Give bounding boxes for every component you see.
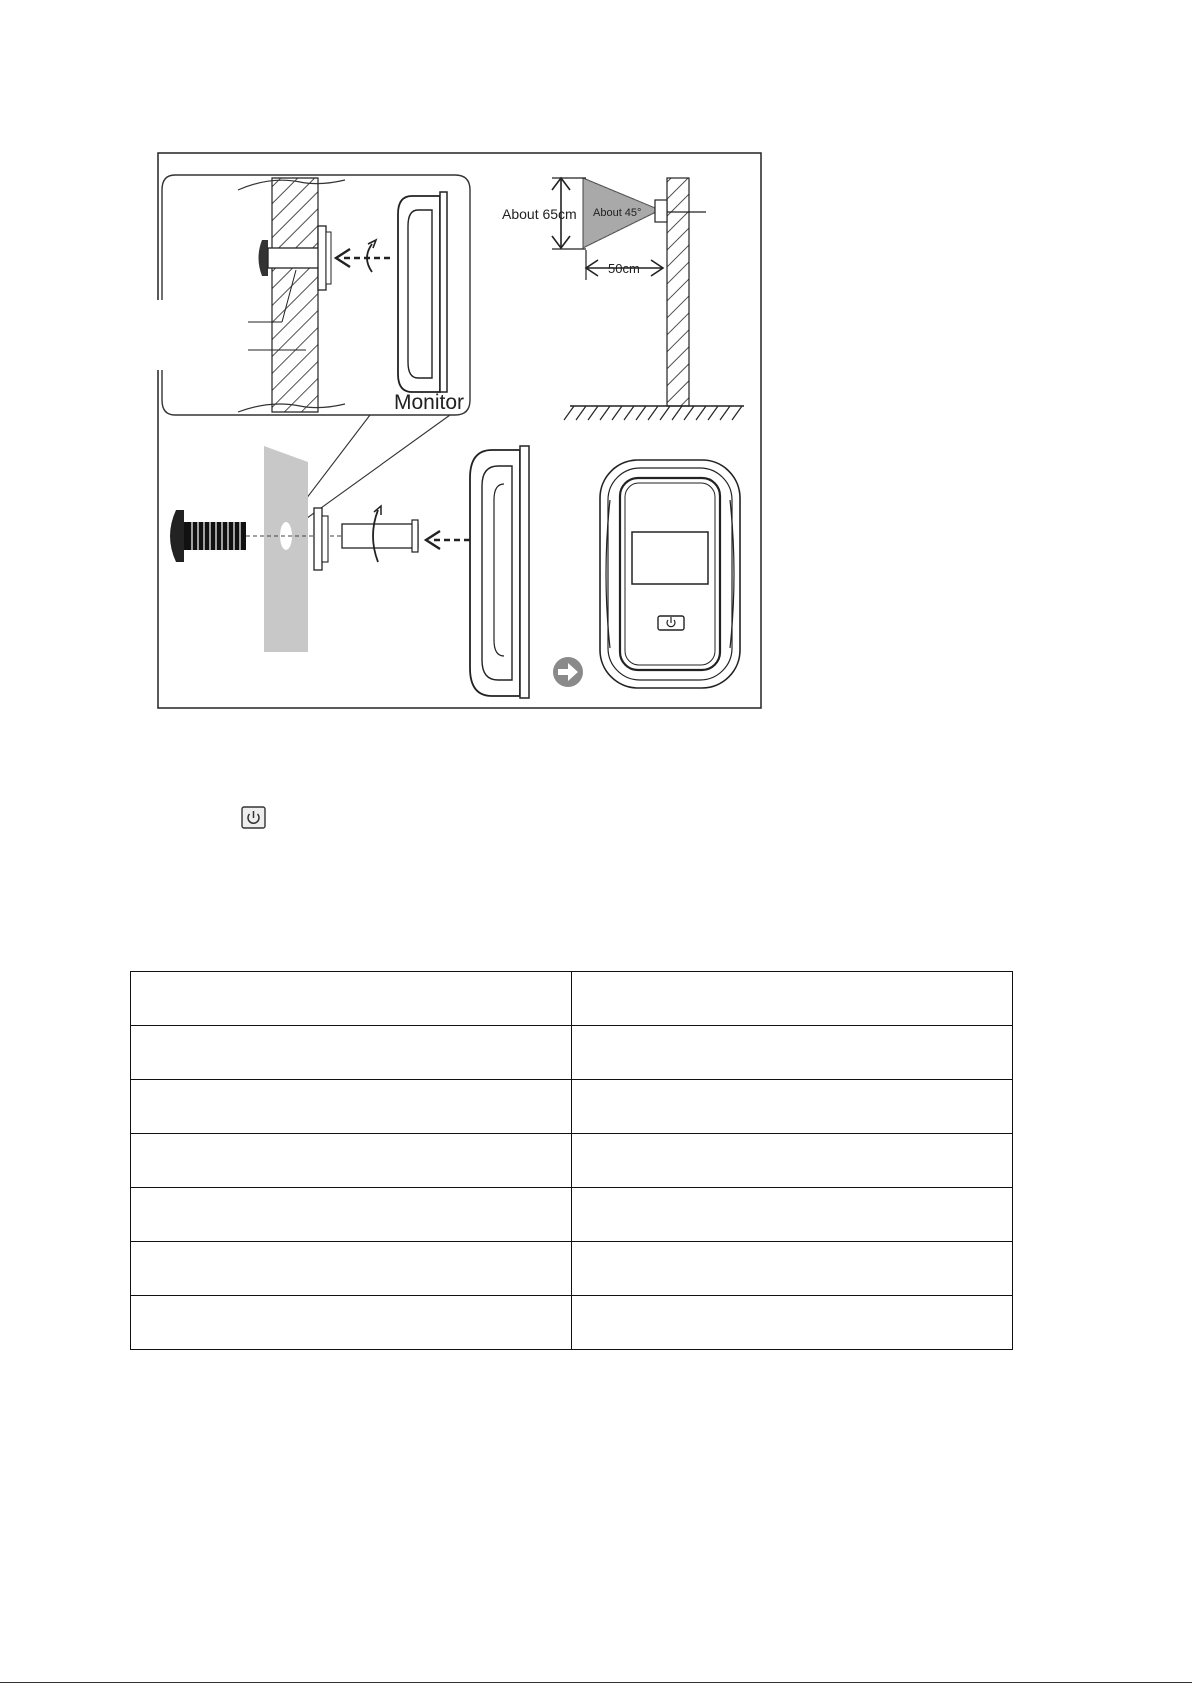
arrow-right-icon	[553, 657, 583, 687]
table-cell	[131, 1296, 572, 1350]
table-row	[131, 1026, 1013, 1080]
angle-label: About 45°	[593, 207, 642, 219]
table-row	[131, 1296, 1013, 1350]
monitor-side-bottom	[470, 446, 529, 698]
monitor-label: Monitor	[394, 391, 465, 414]
table-cell	[572, 1242, 1013, 1296]
table-row	[131, 1080, 1013, 1134]
zoom-callout	[150, 175, 470, 415]
table-cell	[572, 1134, 1013, 1188]
height-label: About 65cm	[502, 206, 577, 222]
table-cell	[131, 1242, 572, 1296]
door-panel	[264, 446, 308, 652]
table-cell	[131, 972, 572, 1026]
monitor-side-top	[398, 192, 447, 392]
table-row	[131, 972, 1013, 1026]
monitor-screen	[632, 532, 708, 584]
installation-figure	[0, 0, 1192, 720]
table-cell	[131, 1188, 572, 1242]
table-cell	[131, 1080, 572, 1134]
table-cell	[572, 972, 1013, 1026]
table-row	[131, 1134, 1013, 1188]
distance-label: 50cm	[608, 261, 640, 276]
page-bottom-rule	[0, 1682, 1192, 1683]
table-cell	[572, 1296, 1013, 1350]
table-cell	[572, 1026, 1013, 1080]
table-cell	[572, 1080, 1013, 1134]
table-cell	[131, 1026, 572, 1080]
table-row	[131, 1242, 1013, 1296]
power-icon	[241, 806, 266, 829]
spec-table	[130, 971, 1013, 1350]
monitor-front-view	[600, 460, 740, 688]
peephole-flange	[314, 508, 328, 570]
table-cell	[572, 1188, 1013, 1242]
table-cell	[131, 1134, 572, 1188]
table-row	[131, 1188, 1013, 1242]
